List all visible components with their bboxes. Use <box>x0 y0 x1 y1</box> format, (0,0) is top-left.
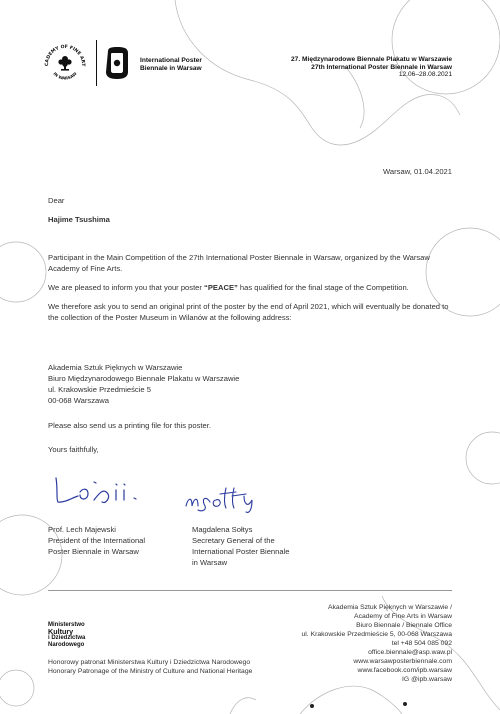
biennale-name-line1: International Poster <box>140 57 202 64</box>
signatory-title: Poster Biennale in Warsaw <box>48 547 139 556</box>
poster-title: “PEACE” <box>204 283 238 292</box>
signatory-soltys <box>192 524 290 568</box>
signatory-title: in Warsaw <box>192 558 228 567</box>
paragraph-request: We therefore ask you to send an original print of the poster by the end of April 2021, which will eventually be donated to the collection of the Poster Museum in Wilanów at the following address: <box>48 302 449 322</box>
academy-logo-text-top: CADEMY OF FINE ART <box>44 44 86 67</box>
contact-email[interactable]: office.biennale@asp.waw.pl <box>368 649 452 656</box>
signatory-name: Prof. Lech Majewski <box>48 525 116 534</box>
letter-date: Warsaw, 01.04.2021 <box>383 167 452 176</box>
paragraph-qualified-suffix: has qualified for the final stage of the Competition. <box>237 283 409 292</box>
address-line: Akademia Sztuk Pięknych w Warszawie <box>48 363 183 372</box>
header-divider <box>96 40 97 86</box>
ministry-logo-line: i Dziedzictwa <box>48 635 86 642</box>
academy-of-fine-arts-logo <box>40 38 90 88</box>
contact-website[interactable]: www.warsawposterbiennale.com <box>353 658 452 665</box>
contact-line: Biuro Biennale / Biennale Office <box>356 622 452 629</box>
signature-majewski <box>50 470 160 506</box>
closing: Yours faithfully, <box>48 445 99 454</box>
footer-divider <box>48 590 452 591</box>
ministry-of-culture-logo <box>48 622 85 648</box>
address-line: Biuro Międzynarodowego Biennale Plakatu w Warszawie <box>48 374 240 383</box>
paragraph-qualified-prefix: We are pleased to inform you that your poster <box>48 283 205 292</box>
signatory-majewski <box>48 524 145 557</box>
letter-body <box>48 252 453 331</box>
biennale-name-line2: Biennale in Warsaw <box>140 64 202 72</box>
mailing-address <box>48 362 239 406</box>
contact-line: Academy of Fine Arts in Warsaw <box>354 613 452 620</box>
biennale-logo-mark <box>104 46 130 80</box>
contact-facebook[interactable]: www.facebook.com/ipb.warsaw <box>357 667 452 674</box>
event-dates: 12.06–28.08.2021 <box>398 71 452 78</box>
contact-line: Akademia Sztuk Pięknych w Warszawie / <box>327 604 452 611</box>
honorary-patronage <box>48 658 252 676</box>
printing-file-request: Please also send us a printing file for this poster. <box>48 421 211 430</box>
academy-logo-text-bottom: IN WARSAW <box>52 70 78 81</box>
patronage-en: Honorary Patronage of the Ministry of Culture and National Heritage <box>48 668 253 675</box>
biennale-name <box>140 57 202 72</box>
event-title-en: 27th International Poster Biennale in Warsaw <box>311 63 452 71</box>
signatory-title: International Poster Biennale <box>192 547 290 556</box>
ministry-logo-line: Narodowego <box>48 641 85 648</box>
contact-phone: tel +48 504 085 092 <box>391 640 452 647</box>
ministry-logo-line: Ministerstwo <box>48 622 85 628</box>
signatory-name: Magdalena Sołtys <box>192 525 253 534</box>
ministry-logo-line: Kultury <box>48 627 74 637</box>
event-title-pl: 27. Międzynarodowe Biennale Plakatu w Warszawie <box>291 56 452 63</box>
contact-instagram[interactable]: IG @ipb.warsaw <box>402 676 452 683</box>
signatory-title: Secretary General of the <box>192 536 275 545</box>
paragraph-qualified <box>48 282 453 293</box>
signatory-title: President of the International <box>48 536 146 545</box>
contact-info <box>302 603 452 684</box>
svg-text:IN WARSAW <box>52 71 78 81</box>
paragraph-participant: Participant in the Main Competition of the 27th International Poster Biennale in Warsaw, organized by the Warsaw Academy of Fine Arts. <box>48 253 430 273</box>
salutation: Dear <box>48 196 65 205</box>
address-line: 00-068 Warszawa <box>48 396 109 405</box>
signature-soltys <box>182 482 322 514</box>
patronage-pl: Honorowy patronat Ministerstwa Kultury i Dziedzictwa Narodowego <box>48 659 251 666</box>
recipient-name: Hajime Tsushima <box>48 215 110 224</box>
address-line: ul. Krakowskie Przedmieście 5 <box>48 385 151 394</box>
event-info <box>291 56 452 79</box>
contact-address: ul. Krakowskie Przedmieście 5, 00-068 Warszawa <box>301 631 452 638</box>
